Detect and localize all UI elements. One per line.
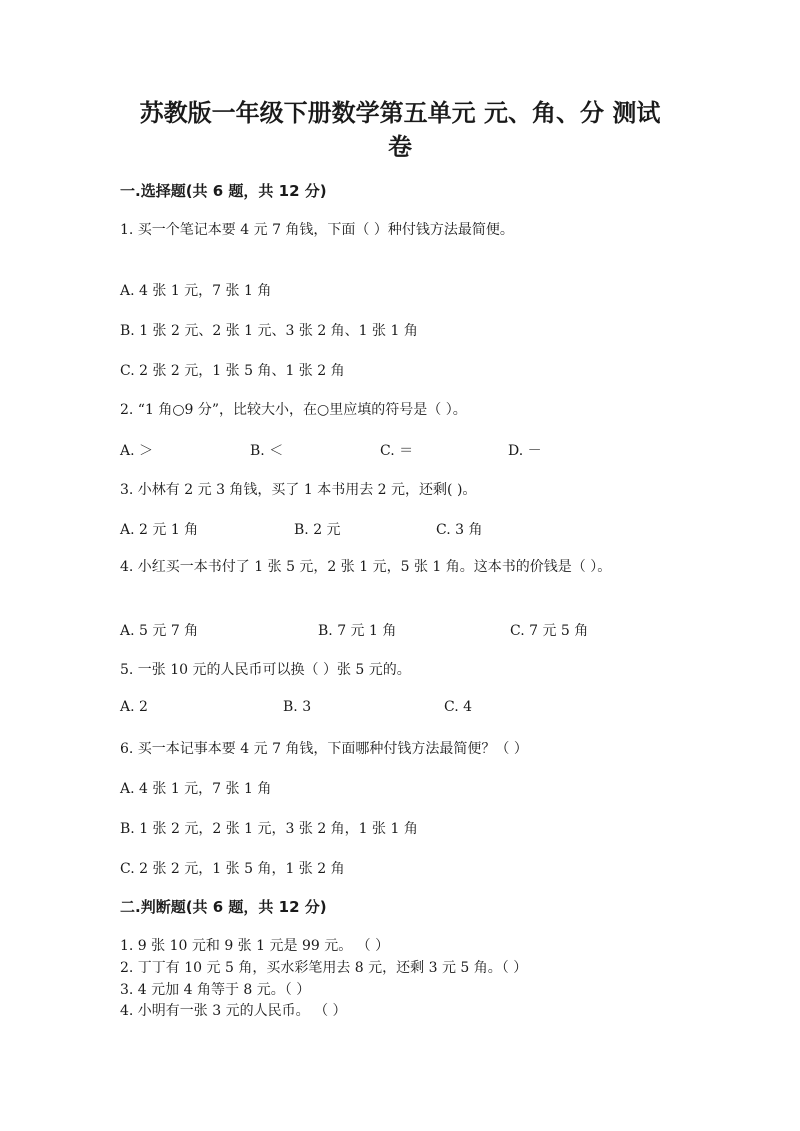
question-1-option-a: A. 4 张 1 元，7 张 1 角 [120, 283, 272, 299]
question-5-option-b: B. 3 [283, 699, 312, 715]
question-3-stem: 3. 小林有 2 元 3 角钱，买了 1 本书用去 2 元，还剩( )。 [120, 482, 477, 498]
section-heading-judgment: 二.判断题(共 6 题，共 12 分) [120, 898, 327, 916]
question-3-option-a: A. 2 元 1 角 [120, 522, 199, 538]
question-4-option-c: C. 7 元 5 角 [510, 623, 589, 639]
question-1-option-b: B. 1 张 2 元、2 张 1 元、3 张 2 角、1 张 1 角 [120, 323, 418, 339]
exam-title [120, 96, 680, 164]
question-5-option-a: A. 2 [120, 699, 148, 715]
question-6-option-a: A. 4 张 1 元，7 张 1 角 [120, 781, 272, 797]
question-4-stem: 4. 小红买一本书付了 1 张 5 元，2 张 1 元，5 张 1 角。这本书的价钱是（ ）。 [120, 559, 612, 575]
question-2-option-d: D. － [508, 443, 542, 459]
exam-title-line1: 苏教版一年级下册数学第五单元 元、角、分 测试 [139, 99, 661, 127]
question-6-option-b: B. 1 张 2 元，2 张 1 元，3 张 2 角，1 张 1 角 [120, 821, 418, 837]
question-2-option-c: C. ＝ [380, 443, 414, 459]
exam-title-line2: 卷 [388, 133, 412, 161]
question-4-option-b: B. 7 元 1 角 [318, 623, 397, 639]
judgment-item-3: 3. 4 元加 4 角等于 8 元。（ ） [120, 982, 311, 998]
question-4-option-a: A. 5 元 7 角 [120, 623, 199, 639]
question-3-option-c: C. 3 角 [436, 522, 483, 538]
question-3-option-b: B. 2 元 [294, 522, 341, 538]
question-1-stem: 1. 买一个笔记本要 4 元 7 角钱，下面（ ）种付钱方法最简便。 [120, 222, 514, 238]
question-6-stem: 6. 买一本记事本要 4 元 7 角钱，下面哪种付钱方法最简便？（ ） [120, 741, 528, 757]
judgment-item-1: 1. 9 张 10 元和 9 张 1 元是 99 元。 （ ） [120, 938, 390, 954]
question-1-option-c: C. 2 张 2 元，1 张 5 角、1 张 2 角 [120, 363, 345, 379]
question-6-option-c: C. 2 张 2 元，1 张 5 角，1 张 2 角 [120, 861, 345, 877]
question-2-stem: 2. “1 角○9 分”，比较大小，在○里应填的符号是（ ）。 [120, 402, 467, 418]
question-5-option-c: C. 4 [444, 699, 473, 715]
section-heading-choice: 一.选择题(共 6 题，共 12 分) [120, 182, 327, 200]
question-5-stem: 5. 一张 10 元的人民币可以换（ ）张 5 元的。 [120, 662, 411, 678]
judgment-item-2: 2. 丁丁有 10 元 5 角，买水彩笔用去 8 元，还剩 3 元 5 角。（ ） [120, 960, 528, 976]
question-2-option-b: B. ＜ [250, 443, 284, 459]
question-2-option-a: A. ＞ [120, 443, 154, 459]
judgment-item-4: 4. 小明有一张 3 元的人民币。 （ ） [120, 1003, 347, 1019]
